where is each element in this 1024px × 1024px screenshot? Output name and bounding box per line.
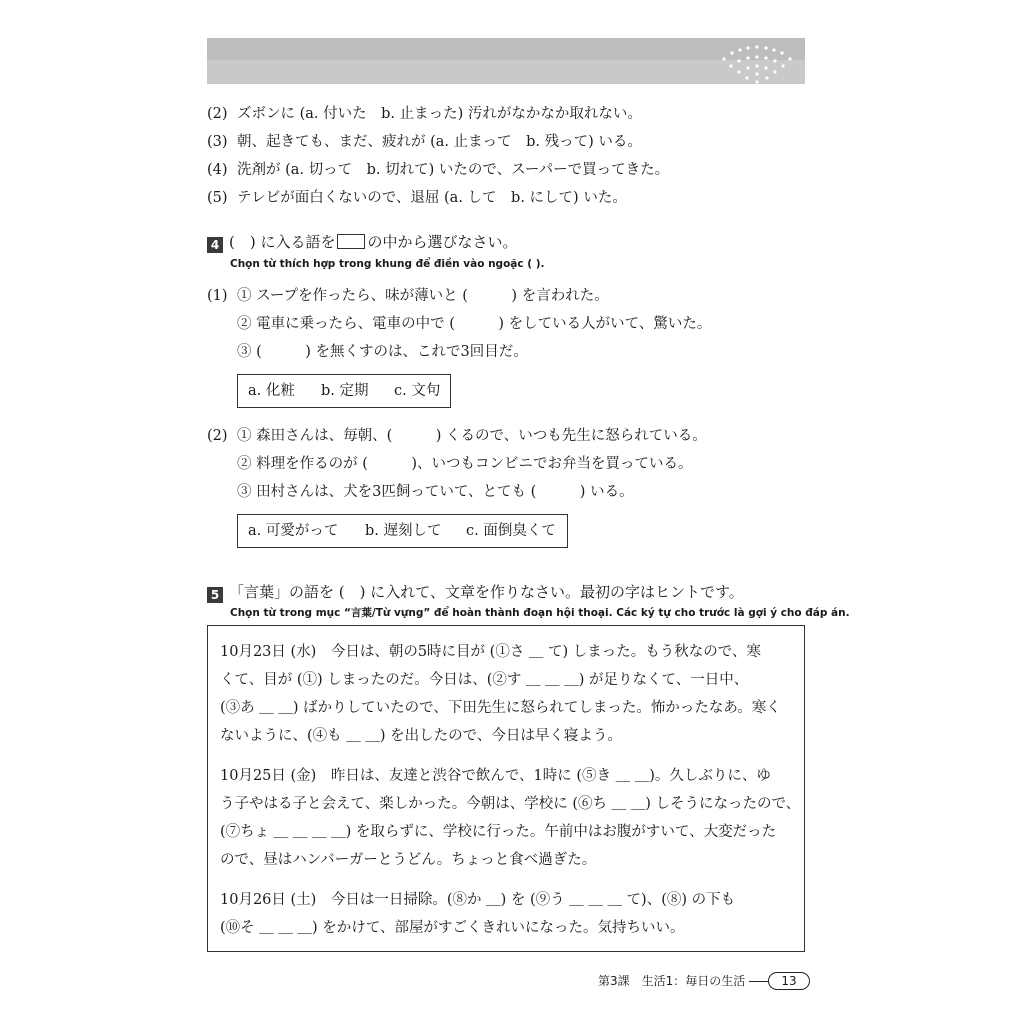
passage-line: 10月26日 (土) 今日は一日掃除。(⑧か ＿) を (⑨う ＿ ＿ ＿ て)、(⑧) の下も — [220, 892, 736, 908]
section-4-subtitle: Chọn từ thích hợp trong khung để điền vào ngoặc ( ). — [230, 258, 545, 270]
sentence-text: ① スープを作ったら、味が薄いと ( ) を言われた。 — [237, 288, 609, 304]
group-number: (2) — [207, 428, 228, 444]
s4-group1-line3: ③ ( ) を無くすのは、これで3回目だ。 — [237, 344, 528, 360]
q3-item-2 — [207, 104, 642, 124]
item-text: 朝、起きても、まだ、疲れが (a. 止まって b. 残って) いる。 — [237, 134, 642, 150]
choice-c: c. 文句 — [394, 383, 441, 399]
sentence-text: ① 森田さんは、毎朝、( ) くるので、いつも先生に怒られている。 — [237, 428, 707, 444]
header-top-strip — [207, 38, 805, 60]
section-5-title — [207, 582, 744, 603]
item-number: (2) — [207, 106, 228, 122]
q3-item-5 — [207, 188, 627, 208]
diary-passage-box — [207, 625, 805, 952]
choice-a: a. 化粧 — [248, 383, 295, 399]
group-number: (1) — [207, 288, 228, 304]
item-number: (5) — [207, 190, 228, 206]
passage-line: 10月25日 (金) 昨日は、友達と渋谷で飲んで、1時に (⑤き ＿ ＿)。久しぶりに、ゆ — [220, 768, 771, 784]
passage-line: う子やはる子と会えて、楽しかった。今朝は、学校に (⑥ち ＿ ＿) しそうになったので、 — [220, 796, 801, 812]
page-header-bar — [207, 38, 805, 84]
passage-line: くて、目が (①) しまったのだ。今日は、(②す ＿ ＿ ＿) が足りなくて、一日中、 — [220, 672, 749, 688]
passage-line: 10月23日 (水) 今日は、朝の5時に目が (①さ ＿ て) しまった。もう秋なので、寒 — [220, 644, 762, 660]
section-5-subtitle: Chọn từ trong mục “言葉/Từ vựng” để hoàn thành đoạn hội thoại. Các ký tự cho trước là gợi ý cho đáp án. — [230, 607, 850, 619]
item-text: ズボンに (a. 付いた b. 止まった) 汚れがなかなか取れない。 — [237, 106, 642, 122]
choice-b: b. 定期 — [321, 383, 369, 399]
section-number-badge: 5 — [207, 587, 223, 603]
s4-group2-line1 — [207, 426, 707, 446]
footer-chapter-title: 第3課 生活1：毎日の生活 — [598, 974, 746, 988]
s4-group2-line2: ② 料理を作るのが ( )、いつもコンビニでお弁当を買っている。 — [237, 456, 693, 472]
s4-group1-line1 — [207, 286, 609, 306]
section-title-part-a: ( ) に入る語を — [229, 233, 336, 251]
dotted-fan-icon — [717, 40, 797, 84]
passage-line: ないように、(④も ＿ ＿) を出したので、今日は早く寝よう。 — [220, 728, 622, 744]
item-number: (3) — [207, 134, 228, 150]
passage-line: (⑦ちょ ＿ ＿ ＿ ＿) を取らずに、学校に行った。午前中はお腹がすいて、大変だった — [220, 824, 777, 840]
section-title-part-b: の中から選びなさい。 — [367, 233, 518, 251]
item-number: (4) — [207, 162, 228, 178]
s4-group2-choice-box — [237, 514, 568, 548]
passage-line: (⑩そ ＿ ＿ ＿) をかけて、部屋がすごくきれいになった。気持ちいい。 — [220, 920, 685, 936]
s4-group2-line3: ③ 田村さんは、犬を3匹飼っていて、とても ( ) いる。 — [237, 484, 634, 500]
page-number: 13 — [768, 972, 810, 990]
section-title-text: 「言葉」の語を ( ) に入れて、文章を作りなさい。最初の字はヒントです。 — [229, 583, 744, 601]
passage-line: (③あ ＿ ＿) ばかりしていたので、下田先生に怒られてしまった。怖かったなあ。寒く — [220, 700, 781, 716]
footer-divider — [749, 981, 769, 982]
s4-group1-line2: ② 電車に乗ったら、電車の中で ( ) をしている人がいて、驚いた。 — [237, 316, 712, 332]
q3-item-3 — [207, 132, 642, 152]
answer-box-icon — [337, 234, 365, 249]
choice-a: a. 可愛がって — [248, 523, 339, 539]
item-text: テレビが面白くないので、退屈 (a. して b. にして) いた。 — [237, 190, 627, 206]
section-4-title — [207, 232, 518, 253]
q3-item-4 — [207, 160, 669, 180]
choice-c: c. 面倒臭くて — [466, 523, 556, 539]
section-number-badge: 4 — [207, 237, 223, 253]
passage-line: ので、昼はハンバーガーとうどん。ちょっと食べ過ぎた。 — [220, 852, 597, 868]
s4-group1-choice-box — [237, 374, 451, 408]
choice-b: b. 遅刻して — [365, 523, 442, 539]
item-text: 洗剤が (a. 切って b. 切れて) いたので、スーパーで買ってきた。 — [237, 162, 670, 178]
